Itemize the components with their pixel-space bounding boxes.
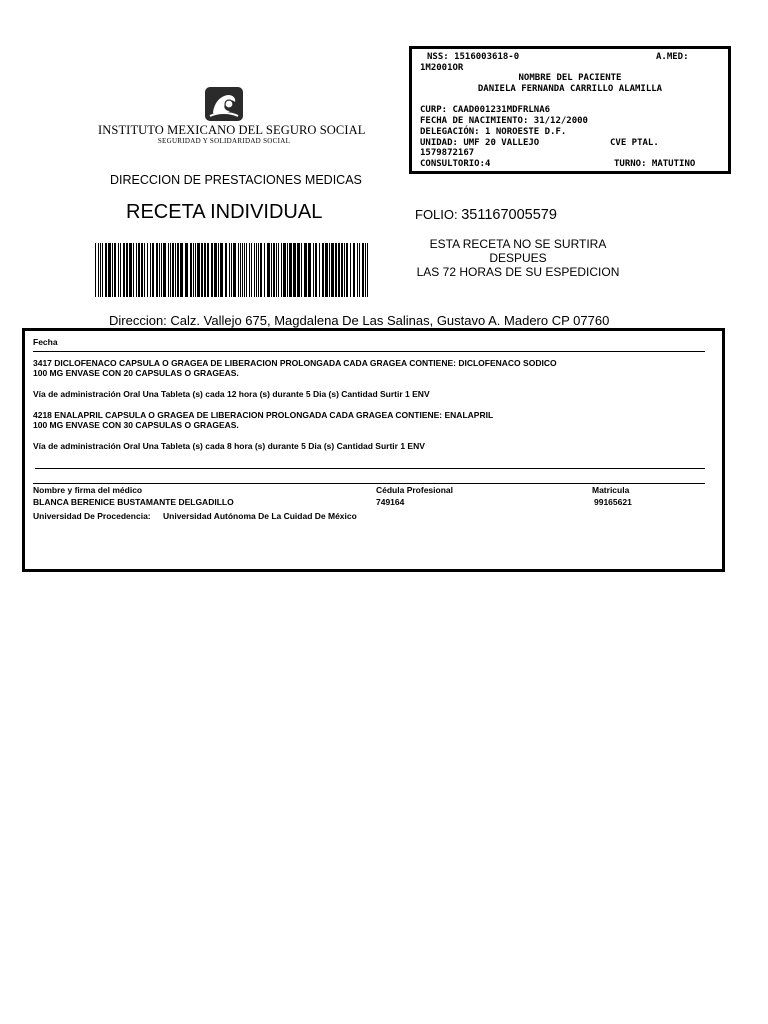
barcode-bar bbox=[150, 243, 151, 297]
barcode-bar bbox=[238, 243, 239, 297]
barcode-bar bbox=[112, 243, 113, 297]
barcode-bar bbox=[365, 243, 366, 297]
barcode-bar bbox=[350, 243, 351, 297]
barcode-bar bbox=[108, 243, 111, 297]
validity-notice bbox=[400, 237, 636, 279]
barcode-bar bbox=[278, 243, 279, 297]
barcode-bar bbox=[346, 243, 348, 297]
barcode-bar bbox=[126, 243, 128, 297]
university-name: Universidad Autónoma De La Cuidad De México bbox=[163, 511, 357, 521]
patient-cve-number: 1579872167 bbox=[420, 148, 475, 158]
med-2-line-1: 4218 ENALAPRIL CAPSULA O GRAGEA DE LIBERACION PROLONGADA CADA GRAGEA CONTIENE: ENALAPRIL bbox=[33, 410, 494, 420]
barcode-bar bbox=[133, 243, 134, 297]
barcode-bar bbox=[304, 243, 307, 297]
barcode-bar bbox=[308, 243, 311, 297]
doctor-name: BLANCA BERENICE BUSTAMANTE DELGADILLO bbox=[33, 497, 234, 507]
barcode-bar bbox=[281, 243, 282, 297]
patient-turno: TURNO: MATUTINO bbox=[614, 159, 696, 169]
barcode-bar bbox=[214, 243, 217, 297]
barcode-bar bbox=[105, 243, 107, 297]
barcode-bar bbox=[118, 243, 119, 297]
divider bbox=[33, 351, 705, 352]
barcode-bar bbox=[102, 243, 103, 297]
barcode-bar bbox=[144, 243, 145, 297]
barcode-bar bbox=[322, 243, 324, 297]
barcode-bar bbox=[185, 243, 188, 297]
barcode-bar bbox=[231, 243, 232, 297]
patient-name-label: NOMBRE DEL PACIENTE bbox=[518, 73, 622, 83]
barcode-bar bbox=[325, 243, 328, 297]
cedula-value: 749164 bbox=[376, 497, 405, 507]
date-label: Fecha bbox=[33, 337, 58, 347]
barcode-bar bbox=[229, 243, 230, 297]
folio-number: 351167005579 bbox=[461, 207, 557, 223]
barcode-bar bbox=[123, 243, 125, 297]
university-label: Universidad De Procedencia: bbox=[33, 511, 151, 521]
barcode-bar bbox=[114, 243, 116, 297]
patient-birthdate: FECHA DE NACIMIENTO: 31/12/2000 bbox=[420, 116, 588, 126]
barcode-bar bbox=[283, 243, 286, 297]
barcode-bar bbox=[225, 243, 227, 297]
folio-label: FOLIO: bbox=[415, 207, 462, 222]
barcode-bar bbox=[260, 243, 262, 297]
barcode-bar bbox=[242, 243, 243, 297]
imss-eagle-icon bbox=[204, 86, 244, 122]
barcode-bar bbox=[156, 243, 158, 297]
patient-name: DANIELA FERNANDA CARRILLO ALAMILLA bbox=[477, 84, 663, 94]
barcode-bar bbox=[267, 243, 270, 297]
barcode-bar bbox=[120, 243, 121, 297]
barcode-bar bbox=[129, 243, 132, 297]
patient-info-box bbox=[409, 46, 731, 174]
barcode-bar bbox=[367, 243, 368, 297]
barcode-bar bbox=[256, 243, 257, 297]
patient-cve-ptal-label: CVE PTAL. bbox=[610, 138, 659, 148]
barcode-bar bbox=[197, 243, 200, 297]
barcode-bar bbox=[159, 243, 160, 297]
barcode-bar bbox=[319, 243, 320, 297]
barcode-bar bbox=[289, 243, 292, 297]
imss-logo bbox=[98, 84, 366, 146]
barcode-bar bbox=[147, 243, 148, 297]
matricula-label: Matricula bbox=[592, 485, 630, 495]
barcode-bar bbox=[315, 243, 317, 297]
med-1-administration: Vía de administración Oral Una Tableta (s) cada 12 hora (s) durante 5 Dia (s) Cantidad Surtir 1 ENV bbox=[33, 389, 430, 399]
institution-name: INSTITUTO MEXICANO DEL SEGURO SOCIAL bbox=[98, 123, 366, 137]
barcode-bar bbox=[138, 243, 140, 297]
barcode-bar bbox=[246, 243, 247, 297]
barcode-bar bbox=[207, 243, 209, 297]
patient-consultorio: CONSULTORIO:4 bbox=[420, 159, 491, 169]
med-1-line-2: 100 MG ENVASE CON 20 CAPSULAS O GRAGEAS. bbox=[33, 368, 239, 378]
barcode-bar bbox=[329, 243, 330, 297]
barcode-bar bbox=[240, 243, 241, 297]
barcode-bar bbox=[220, 243, 223, 297]
barcode-bar bbox=[251, 243, 252, 297]
barcode-bar bbox=[273, 243, 275, 297]
barcode-bar bbox=[362, 243, 364, 297]
barcode-bar bbox=[271, 243, 272, 297]
barcode-bar bbox=[249, 243, 250, 297]
barcode-bar bbox=[172, 243, 174, 297]
barcode-bar bbox=[95, 243, 96, 297]
divider bbox=[35, 468, 705, 469]
barcode-bar bbox=[341, 243, 343, 297]
barcode bbox=[95, 243, 368, 297]
barcode-bar bbox=[258, 243, 259, 297]
patient-amed-label: A.MED: bbox=[656, 52, 689, 62]
patient-unidad: UNIDAD: UMF 20 VALLEJO bbox=[420, 138, 540, 148]
prescription-box bbox=[22, 328, 725, 572]
patient-curp: CURP: CAAD001231MDFRLNA6 bbox=[420, 105, 551, 115]
barcode-bar bbox=[211, 243, 213, 297]
barcode-bar bbox=[163, 243, 166, 297]
direccion-prestaciones: DIRECCION DE PRESTACIONES MEDICAS bbox=[110, 173, 362, 187]
barcode-bar bbox=[276, 243, 277, 297]
barcode-bar bbox=[357, 243, 358, 297]
barcode-bar bbox=[264, 243, 265, 297]
barcode-bar bbox=[218, 243, 219, 297]
med-2-administration: Vía de administración Oral Una Tableta (s) cada 8 hora (s) durante 5 Dia (s) Cantidad Surtir 1 ENV bbox=[33, 441, 425, 451]
barcode-bar bbox=[100, 243, 101, 297]
barcode-bar bbox=[98, 243, 99, 297]
barcode-bar bbox=[161, 243, 162, 297]
barcode-bar bbox=[254, 243, 255, 297]
barcode-bar bbox=[193, 243, 194, 297]
barcode-bar bbox=[141, 243, 143, 297]
patient-amed-code: 1M2001OR bbox=[420, 63, 464, 73]
barcode-bar bbox=[338, 243, 340, 297]
patient-delegacion: DELEGACIÓN: 1 NOROESTE D.F. bbox=[420, 127, 567, 137]
page-title: RECETA INDIVIDUAL bbox=[126, 201, 323, 223]
barcode-bar bbox=[170, 243, 171, 297]
barcode-bar bbox=[177, 243, 179, 297]
doctor-name-label: Nombre y firma del médico bbox=[33, 485, 143, 495]
barcode-bar bbox=[195, 243, 196, 297]
barcode-bar bbox=[287, 243, 288, 297]
barcode-bar bbox=[168, 243, 169, 297]
divider bbox=[33, 483, 705, 484]
barcode-bar bbox=[244, 243, 245, 297]
barcode-bar bbox=[297, 243, 300, 297]
barcode-bar bbox=[180, 243, 183, 297]
med-2-line-2: 100 MG ENVASE CON 30 CAPSULAS O GRAGEAS. bbox=[33, 420, 239, 430]
barcode-bar bbox=[344, 243, 345, 297]
barcode-bar bbox=[190, 243, 192, 297]
barcode-bar bbox=[175, 243, 176, 297]
institution-tagline: SEGURIDAD Y SOLIDARIDAD SOCIAL bbox=[157, 137, 291, 145]
notice-line-2: LAS 72 HORAS DE SU ESPEDICION bbox=[416, 265, 620, 279]
notice-line-1: ESTA RECETA NO SE SURTIRA DESPUES bbox=[429, 237, 607, 265]
patient-nss: NSS: 1516003618-0 bbox=[427, 52, 520, 62]
barcode-bar bbox=[293, 243, 296, 297]
barcode-bar bbox=[136, 243, 137, 297]
clinic-address: Direccion: Calz. Vallejo 675, Magdalena De Las Salinas, Gustavo A. Madero CP 07760 bbox=[109, 313, 610, 328]
barcode-bar bbox=[201, 243, 203, 297]
barcode-bar bbox=[233, 243, 236, 297]
med-1-line-1: 3417 DICLOFENACO CAPSULA O GRAGEA DE LIBERACION PROLONGADA CADA GRAGEA CONTIENE: DICLOFENACO SODICO bbox=[33, 358, 557, 368]
folio bbox=[415, 207, 557, 223]
barcode-bar bbox=[152, 243, 154, 297]
barcode-bar bbox=[301, 243, 302, 297]
barcode-bar bbox=[204, 243, 206, 297]
barcode-bar bbox=[353, 243, 355, 297]
matricula-value: 99165621 bbox=[594, 497, 632, 507]
cedula-label: Cédula Profesional bbox=[376, 485, 453, 495]
barcode-bar bbox=[335, 243, 337, 297]
barcode-bar bbox=[313, 243, 314, 297]
barcode-bar bbox=[331, 243, 334, 297]
barcode-bar bbox=[359, 243, 360, 297]
